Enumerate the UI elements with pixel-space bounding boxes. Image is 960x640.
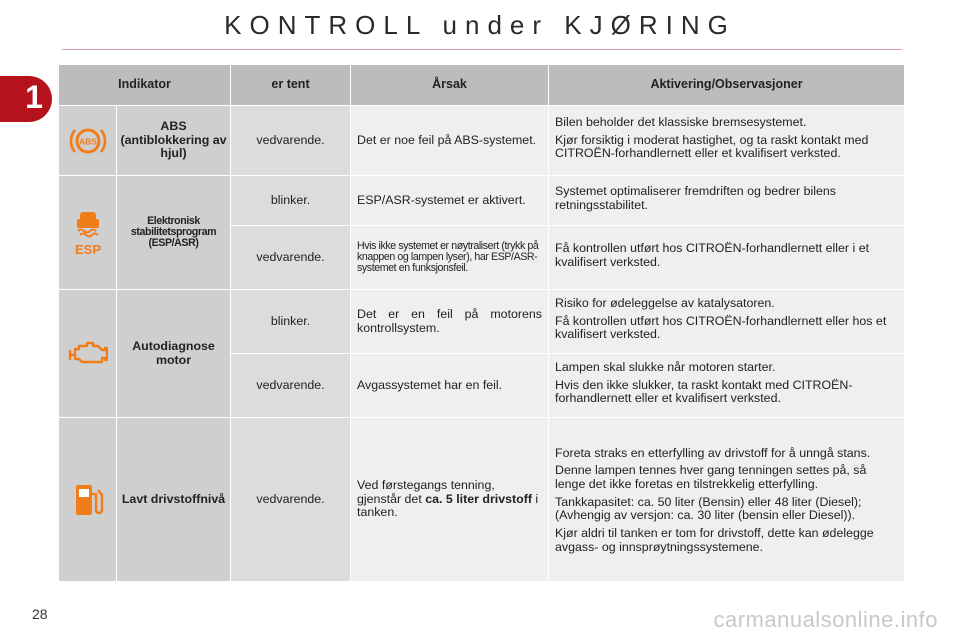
indicator-observations (549, 354, 905, 418)
fuel-icon-cell (59, 418, 117, 582)
indicator-cause: Det er en feil på motorens kontrollsystem. (351, 290, 549, 354)
observation-text: Bilen beholder det klassiske bremsesystemet. (555, 115, 807, 130)
svg-text:ABS: ABS (78, 136, 97, 146)
indicator-observations (549, 226, 905, 290)
indicator-state: vedvarende. (231, 354, 351, 418)
indicator-state: vedvarende. (231, 226, 351, 290)
indicator-cause (351, 418, 549, 582)
observation-text: Denne lampen tennes hver gang tenningen settes på, så lenge det ikke foretas en tilstrekkelig etterfylling. (555, 463, 867, 492)
observation-text: Få kontrollen utført hos CITROËN-forhandlernett eller hos et kvalifisert verksted. (555, 313, 887, 342)
svg-text:ESP: ESP (74, 241, 101, 257)
indicator-name: Lavt drivstoffnivå (117, 418, 231, 582)
observation-text: Risiko for ødeleggelse av katalysatoren. (555, 296, 775, 311)
indicator-table (58, 64, 905, 582)
observation-text: Kjør forsiktig i moderat hastighet, og ta raskt kontakt med CITROËN-forhandlernett eller et kvalifisert verksted. (555, 132, 869, 161)
cause-text: i tanken. (357, 491, 539, 520)
page-title: KONTROLL under KJØRING (224, 10, 736, 40)
fuel-pump-icon (70, 492, 106, 506)
chapter-number: 1 (25, 79, 43, 115)
indicator-state: vedvarende. (231, 418, 351, 582)
cause-highlight: ca. 5 liter drivstoff (425, 491, 532, 506)
table-row (59, 418, 905, 582)
table-row (59, 106, 905, 176)
indicator-cause: Hvis ikke systemet er nøytralisert (trykk på knappen og lampen lyser), har ESP/ASR-systemet en funksjonsfeil. (351, 226, 549, 290)
indicator-cause: Avgassystemet har en feil. (351, 354, 549, 418)
indicator-cause: Det er noe feil på ABS-systemet. (351, 106, 549, 176)
abs-warning-icon (68, 133, 108, 147)
page-number: 28 (32, 606, 48, 622)
engine-icon-cell (59, 290, 117, 418)
cause-text: Ved førstegangs tenning, gjenstår det (357, 478, 495, 506)
esp-icon-cell (59, 176, 117, 290)
indicator-observations (549, 418, 905, 582)
column-header-observations: Aktivering/Observasjoner (549, 65, 905, 106)
observation-text: Foreta straks en etterfylling av drivstoff for å unngå stans. (555, 445, 871, 460)
engine-check-icon (68, 346, 108, 360)
abs-icon-cell (59, 106, 117, 176)
table-row (59, 176, 905, 226)
indicator-state: vedvarende. (231, 106, 351, 176)
observation-text: Tankkapasitet: ca. 50 liter (Bensin) eller 48 liter (Diesel); (Avhengig av versjon: ca. 30 liter (bensin eller Diesel)). (555, 494, 862, 523)
indicator-cause: ESP/ASR-systemet er aktivert. (351, 176, 549, 226)
observation-text: Få kontrollen utført hos CITROËN-forhandlernett eller i et kvalifisert verksted. (555, 240, 870, 269)
indicator-observations (549, 176, 905, 226)
indicator-state: blinker. (231, 176, 351, 226)
indicator-name: Elektronisk stabilitetsprogram (ESP/ASR) (117, 176, 231, 290)
title-divider (62, 49, 902, 50)
observation-text: Hvis den ikke slukker, ta raskt kontakt med CITROËN-forhandlernett eller et kvalifisert verksted. (555, 377, 853, 406)
watermark: carmanualsonline.info (713, 607, 938, 632)
observation-text: Kjør aldri til tanken er tom for drivstoff, dette kan ødelegge avgass- og innsprøytningssystemene. (555, 525, 874, 554)
column-header-cause: Årsak (351, 65, 549, 106)
table-row (59, 290, 905, 354)
indicator-name: Autodiagnose motor (117, 290, 231, 418)
esp-stability-icon (68, 225, 108, 257)
indicator-observations (549, 290, 905, 354)
indicator-observations (549, 106, 905, 176)
indicator-name: ABS (antiblokkering av hjul) (117, 106, 231, 176)
indicator-state: blinker. (231, 290, 351, 354)
observation-text: Systemet optimaliserer fremdriften og bedrer bilens retningsstabilitet. (555, 183, 836, 212)
column-header-indicator: Indikator (59, 65, 231, 106)
table-header-row (59, 65, 905, 106)
column-header-state: er tent (231, 65, 351, 106)
observation-text: Lampen skal slukke når motoren starter. (555, 360, 776, 375)
